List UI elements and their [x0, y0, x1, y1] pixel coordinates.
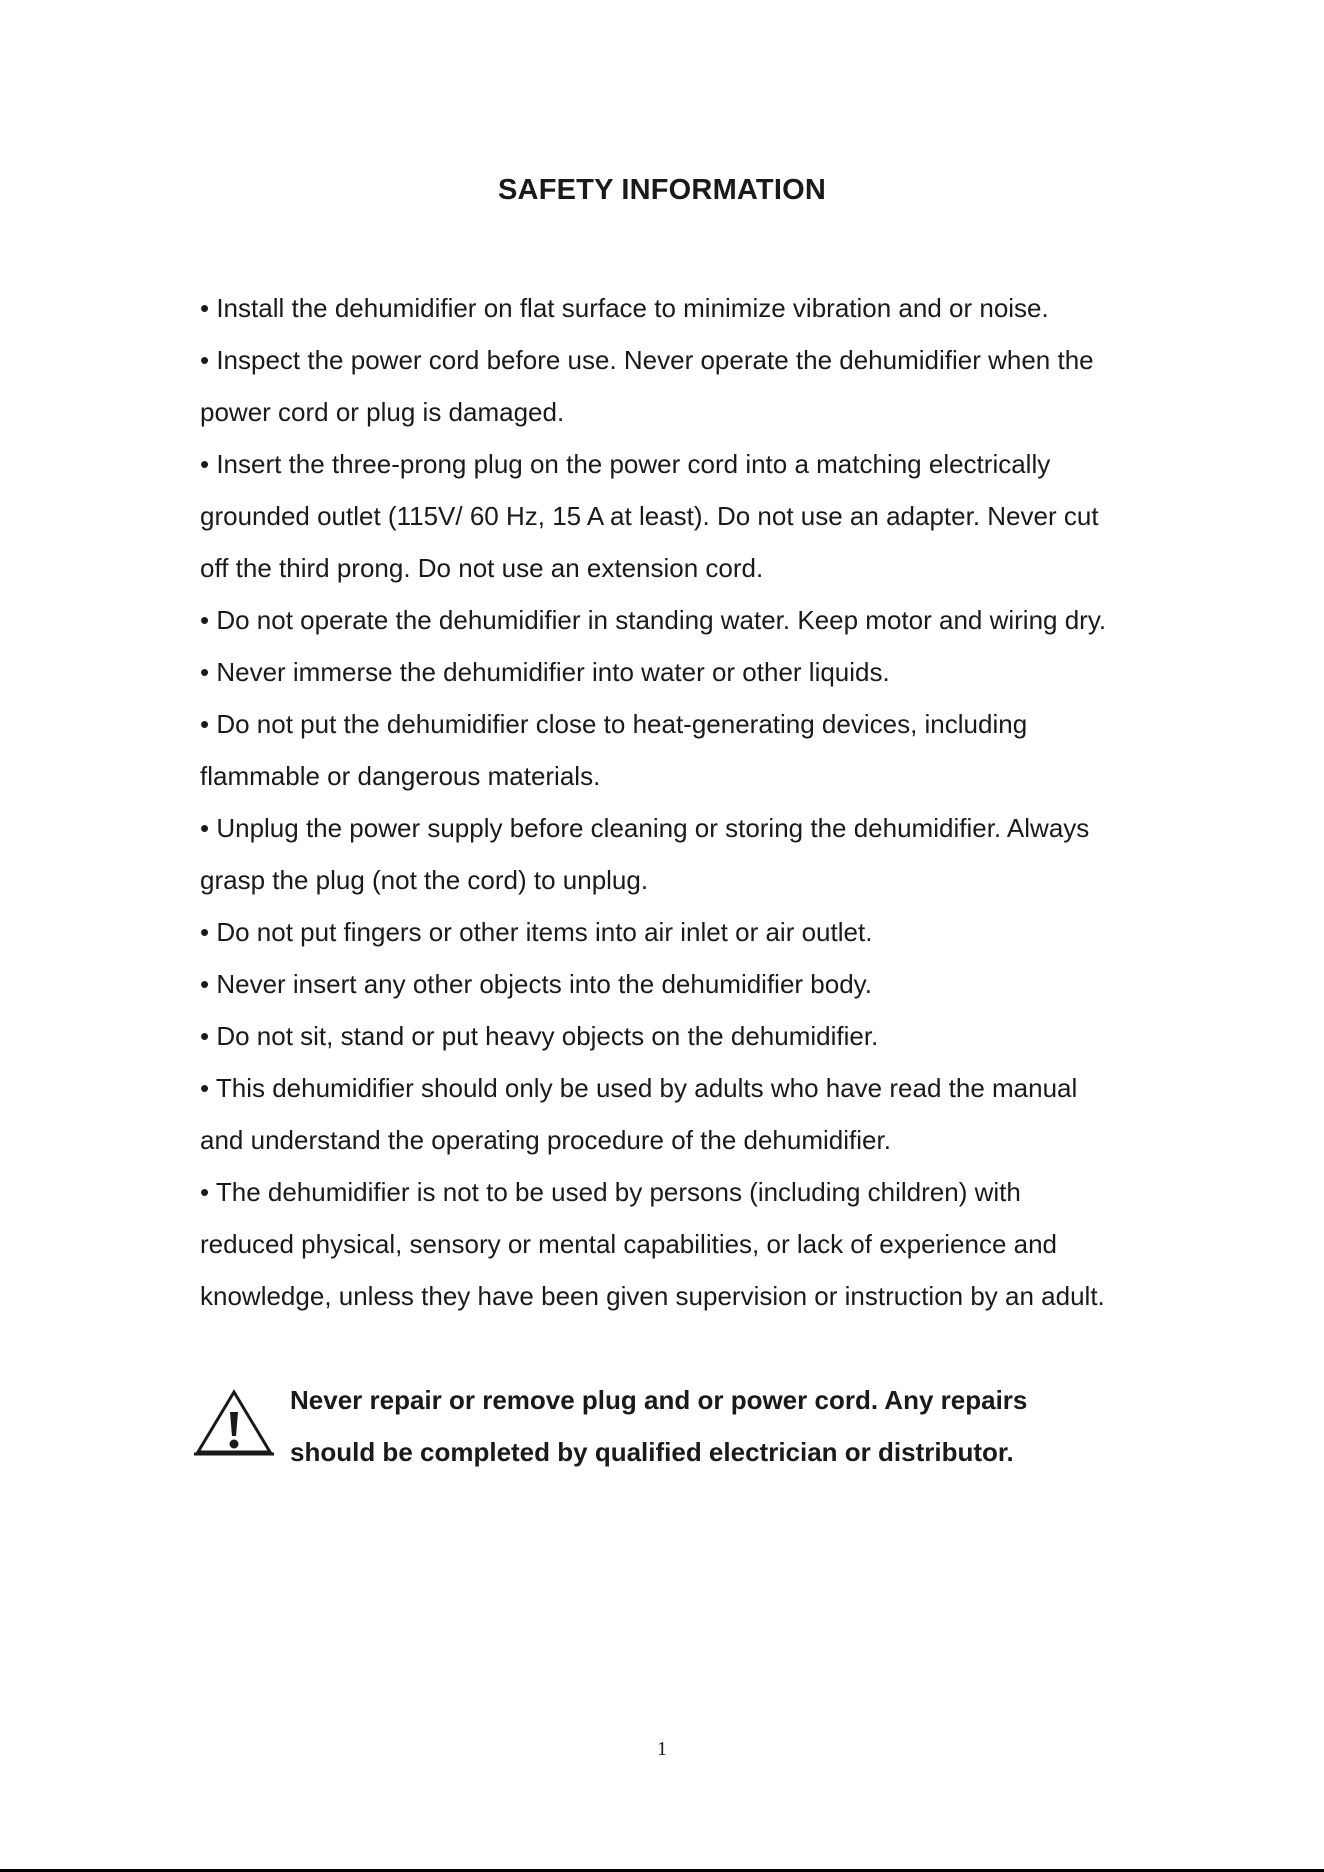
list-line: • Never insert any other objects into the dehumidifier body. [200, 969, 872, 999]
list-line: reduced physical, sensory or mental capabilities, or lack of experience and [200, 1229, 1058, 1259]
warning-line: Never repair or remove plug and or power cord. Any repairs [290, 1385, 1028, 1415]
warning-triangle-icon [194, 1388, 274, 1458]
list-line: flammable or dangerous materials. [200, 761, 601, 791]
list-line: • Do not put fingers or other items into air inlet or air outlet. [200, 917, 873, 947]
list-line: • Insert the three-prong plug on the power cord into a matching electrically [200, 449, 1051, 479]
list-line: • Do not sit, stand or put heavy objects on the dehumidifier. [200, 1021, 879, 1051]
list-line: • Inspect the power cord before use. Never operate the dehumidifier when the [200, 345, 1094, 375]
page-number: 1 [657, 1738, 667, 1760]
list-line: • The dehumidifier is not to be used by persons (including children) with [200, 1177, 1021, 1207]
list-line: • Never immerse the dehumidifier into water or other liquids. [200, 657, 890, 687]
safety-list [200, 282, 1140, 1322]
list-line: • Do not operate the dehumidifier in standing water. Keep motor and wiring dry. [200, 605, 1107, 635]
list-line: • Install the dehumidifier on flat surface to minimize vibration and or noise. [200, 293, 1049, 323]
list-line: power cord or plug is damaged. [200, 397, 565, 427]
list-line: knowledge, unless they have been given supervision or instruction by an adult. [200, 1281, 1105, 1311]
list-line: and understand the operating procedure of the dehumidifier. [200, 1125, 891, 1155]
list-line: grounded outlet (115V/ 60 Hz, 15 A at least). Do not use an adapter. Never cut [200, 501, 1099, 531]
page-title: SAFETY INFORMATION [498, 174, 826, 206]
list-line: • Unplug the power supply before cleaning or storing the dehumidifier. Always [200, 813, 1090, 843]
list-line: • Do not put the dehumidifier close to heat-generating devices, including [200, 709, 1028, 739]
list-line: • This dehumidifier should only be used by adults who have read the manual [200, 1073, 1078, 1103]
warning-line: should be completed by qualified electrician or distributor. [290, 1437, 1014, 1467]
warning-text [290, 1374, 1027, 1478]
list-line: grasp the plug (not the cord) to unplug. [200, 865, 649, 895]
list-line: off the third prong. Do not use an extension cord. [200, 553, 764, 583]
